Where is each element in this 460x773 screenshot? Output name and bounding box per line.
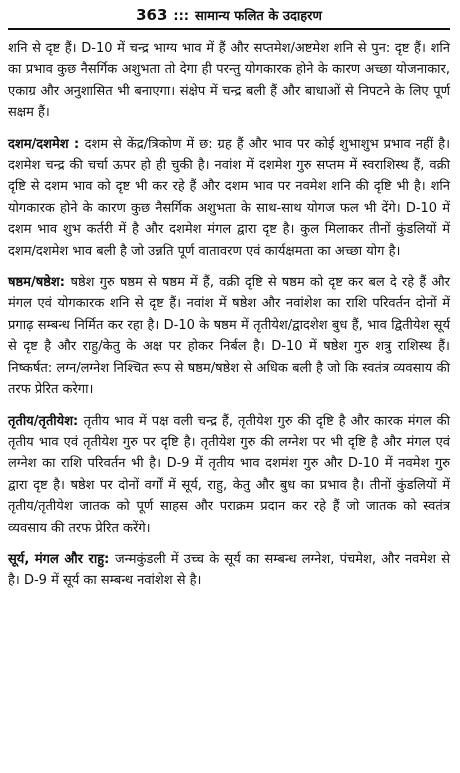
paragraph-heading: षष्ठम/षष्ठेश:	[8, 275, 71, 291]
paragraph-heading: तृतीय/तृतीयेश:	[8, 413, 84, 429]
paragraph-text: तृतीय भाव में पक्ष वली चन्द्र हैं, तृतीयेश गुरु की दृष्टि है और कारक मंगल की तृतीय भाव एवं तृतीयेश गुरु पर दृष्टि है। तृतीयेश गुरु की लग्नेश पर भी दृष्टि है और मंगल एवं लग्नेश का राशि परिवर्तन भी है। D-9 में तृतीय भाव दशमंश गुरु और D-10 में नवमेश गुरु द्वारा दृष्ट है। षष्ठेश पर दोनों वर्गों में सूर्य, राहु, केतु और बुध का प्रभाव है। तीनों कुंडलियों में तृतीय/तृतीयेश जातक को पूर्ण साहस और पराक्रम प्रदान कर रहे हैं जो जातक को स्वतंत्र व्यवसाय की तरफ प्रेरित करेंगे।	[8, 413, 450, 536]
paragraph-heading: दशम/दशमेश :	[8, 136, 85, 152]
paragraph-third-house	[8, 411, 450, 539]
paragraph-heading: सूर्य, मंगल और राहु:	[8, 551, 115, 567]
paragraph-sun-mars-rahu	[8, 549, 450, 592]
paragraph-text: दशम से केंद्र/त्रिकोण में छ: ग्रह हैं और भाव पर कोई शुभाशुभ प्रभाव नहीं है। दशमेश चन्द्र की चर्चा ऊपर हो ही चुकी है। नवांश में दशमेश गुरु सप्तम में स्वराशिस्थ हैं, वक्री दृष्टि से दशम भाव को दृष्ट भी कर रहे हैं और दशम भाव पर नवमेश शनि की दृष्टि भी है। शनि योगकारक होने के कारण कुछ नैसर्गिक अशुभता के साथ-साथ योगज फल भी देंगे। D-10 में दशम भाव शुभ कर्तरी में है और दशमेश मंगल द्वारा दृष्ट है। कुल मिलाकर तीनों कुंडलियों में दशम/दशमेश भाव बली है जो उन्नति पूर्ण वातावरण एवं कार्यक्षमता का अच्छा योग है।	[8, 136, 450, 259]
page-number: 363	[136, 6, 168, 24]
paragraph-text: जन्मकुंडली में उच्च के सूर्य का सम्बन्ध लग्नेश, पंचमेश, और नवमेश से है। D-9 में सूर्य का सम्बन्ध नवांशेश से है।	[8, 551, 450, 589]
header-separator: :::	[173, 9, 190, 24]
running-title: सामान्य फलित के उदाहरण	[195, 9, 322, 24]
paragraph-text: षष्ठेश गुरु षष्ठम से षष्ठम में हैं, वक्री दृष्टि से षष्ठम को दृष्ट कर बल दे रहे हैं और मंगल एवं योगकारक शनि से दृष्ट हैं। नवांश में षष्ठेश और नवांशेश का राशि परिवर्तन दोनों में प्रगाढ़ सम्बन्ध निर्मित कर रहा है। D-10 के षष्ठम में तृतीयेश/द्वादशेश बुध हैं, भाव द्वितीयेश सूर्य से दृष्ट है और राहु/केतु के अक्ष पर होकर निर्बल है। D-10 में षष्ठेश गुरु शत्रु राशिस्थ हैं। निष्कर्षत: लग्न/लग्नेश निश्चित रूप से षष्ठम/षष्ठेश से अधिक बली है जो कि स्वतंत्र व्यवसाय की तरफ प्रेरित करेगा।	[8, 275, 450, 398]
page-header	[8, 6, 450, 30]
paragraph-tenth-house	[8, 134, 450, 262]
paragraph-text: शनि से दृष्ट हैं। D-10 में चन्द्र भाग्य भाव में हैं और सप्तमेश/अष्टमेश शनि से पुन: दृष्ट हैं। शनि का प्रभाव कुछ नैसर्गिक अशुभता तो देगा ही परन्तु योगकारक होने के कारण अच्छा योजनाकार, एकाग्र और अनुशासित भी बनाएगा। संक्षेप में चन्द्र बली हैं और बाधाओं से निपटने के लिए पूर्ण सक्षम हैं।	[8, 41, 450, 121]
paragraph-moon-continuation	[8, 38, 450, 124]
paragraph-sixth-house	[8, 272, 450, 400]
